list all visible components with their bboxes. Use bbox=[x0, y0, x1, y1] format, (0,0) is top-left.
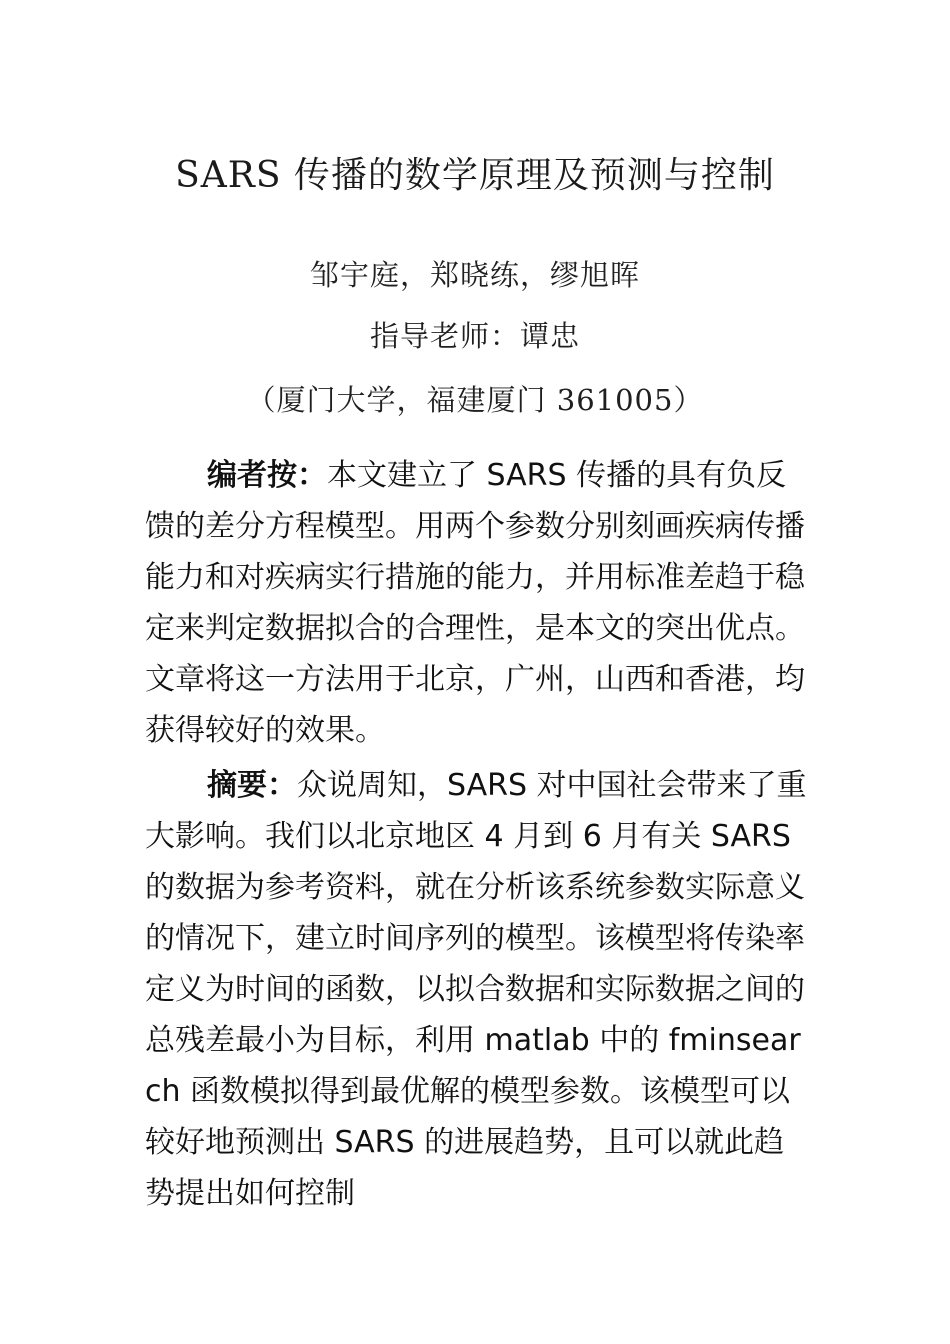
paper-title: SARS 传播的数学原理及预测与控制 bbox=[175, 155, 775, 196]
author-list: 邹宇庭，郑晓练，缪旭晖 bbox=[309, 258, 640, 292]
abstract-paragraph bbox=[145, 760, 810, 1219]
abstract-text: 众说周知，SARS 对中国社会带来了重大影响。我们以北京地区 4 月到 6 月有关 SARS 的数据为参考资料，就在分析该系统参数实际意义的情况下，建立时间序列的模型。该模型将传染率定义为时间的函数，以拟合数据和实际数据之间的总残差最小为目标，利用 matlab 中的 fminsearch 函数模拟得到最优解的模型参数。该模型可以较好地预测出 SARS 的进展趋势，且可以就此趋势提出如何控制 bbox=[145, 768, 807, 1211]
editor-note-label: 编者按： bbox=[207, 458, 327, 493]
abstract-label: 摘要： bbox=[207, 768, 297, 803]
advisor-line: 指导老师：谭忠 bbox=[369, 319, 580, 353]
affiliation-line: （厦门大学，福建厦门 361005） bbox=[246, 383, 704, 417]
editor-note-text: 本文建立了 SARS 传播的具有负反馈的差分方程模型。用两个参数分别刻画疾病传播能力和对疾病实行措施的能力，并用标准差趋于稳定来判定数据拟合的合理性，是本文的突出优点。文章将这一方法用于北京，广州，山西和香港，均获得较好的效果。 bbox=[145, 458, 805, 748]
editor-note-paragraph bbox=[145, 450, 810, 756]
